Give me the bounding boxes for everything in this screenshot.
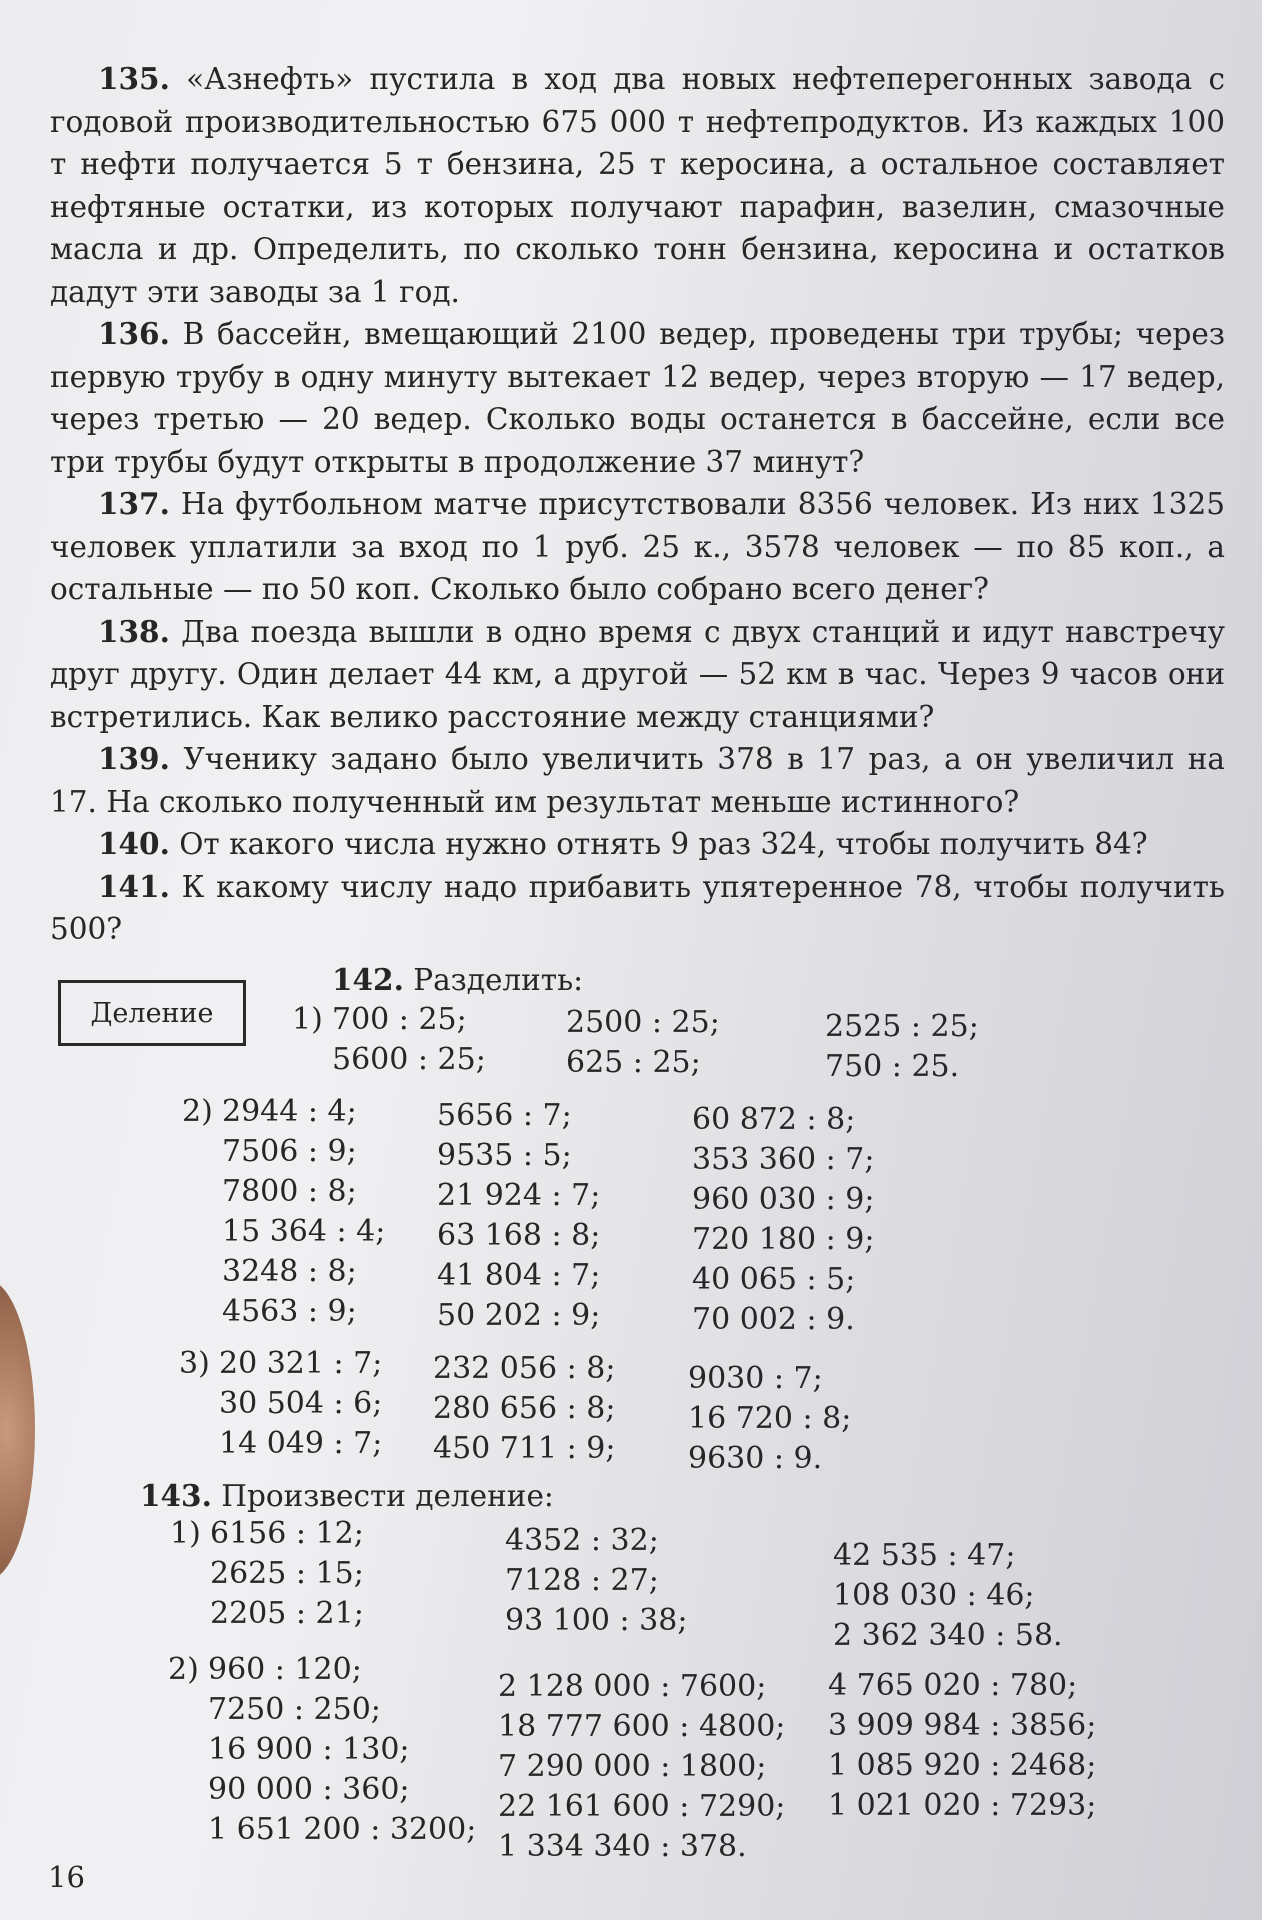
exercise-item: 5656 : 7; <box>437 1098 572 1133</box>
p142-g1-col2 <box>566 1003 720 1083</box>
exercise-item: 4 765 020 : 780; <box>828 1668 1078 1703</box>
page-number: 16 <box>48 1860 85 1894</box>
exercise-item: 50 202 : 9; <box>437 1298 601 1333</box>
problem-number: 138. <box>98 613 170 649</box>
exercise-item: 2625 : 15; <box>210 1556 364 1591</box>
problem-text: От какого числа нужно отнять 9 раз 324, чтобы получить 84? <box>179 827 1148 861</box>
exercise-item: 108 030 : 46; <box>833 1578 1035 1613</box>
exercise-item: 20 321 : 7; <box>219 1346 383 1381</box>
problem-text: Ученику задано было увеличить 378 в 17 раз, а он увеличил на 17. На сколько полученный им результат меньше истинного? <box>50 742 1225 819</box>
exercise-item: 60 872 : 8; <box>692 1102 856 1137</box>
exercise-item: 7 290 000 : 1800; <box>498 1749 767 1784</box>
exercise-item: 5600 : 25; <box>332 1042 486 1077</box>
problem-137 <box>50 483 1225 611</box>
exercise-item: 2500 : 25; <box>566 1005 720 1040</box>
p142-g2-col2 <box>437 1096 600 1336</box>
problem-text: К какому числу надо прибавить упятеренное 78, чтобы получить 500? <box>50 869 1225 946</box>
p142-g3-col3 <box>688 1359 851 1479</box>
exercise-item: 16 900 : 130; <box>208 1732 410 1767</box>
problem-number: 143. <box>140 1478 212 1513</box>
problem-text: «Азнефть» пустила в ход два новых нефтеперегонных завода с годовой производительностью 675 000 т нефтепродуктов. Из каждых 100 т нефти получается 5 т бензина, 25 т керосина, а остальное составляет нефтяные остатки, из которых получают парафин, вазелин, смазочные масла и др. Определить, по сколько тонн бензина, керосина и остатков дадут эти заводы за 1 год. <box>50 62 1225 309</box>
exercise-item: 280 656 : 8; <box>433 1391 616 1426</box>
exercise-item: 2525 : 25; <box>825 1009 979 1044</box>
problem-139 <box>50 738 1225 823</box>
exercise-item: 21 924 : 7; <box>437 1178 601 1213</box>
p142-g2-col1 <box>182 1092 386 1332</box>
exercise-item: 2205 : 21; <box>210 1596 364 1631</box>
exercise-item: 700 : 25; <box>332 1002 467 1037</box>
problem-text: На футбольном матче присутствовали 8356 человек. Из них 1325 человек уплатили за вход по 1 руб. 25 к., 3578 человек — по 85 коп., а остальные — по 50 коп. Сколько было собрано всего денег? <box>50 487 1225 606</box>
problem-number: 142. <box>332 962 404 997</box>
exercise-item: 22 161 600 : 7290; <box>498 1789 786 1824</box>
exercise-item: 232 056 : 8; <box>433 1351 616 1386</box>
p142-g1-col3 <box>825 1007 979 1087</box>
exercise-item: 63 168 : 8; <box>437 1218 601 1253</box>
exercise-item: 30 504 : 6; <box>219 1386 383 1421</box>
exercise-item: 3248 : 8; <box>222 1254 357 1289</box>
p142-g3-col2 <box>433 1349 615 1469</box>
exercise-item: 40 065 : 5; <box>692 1262 856 1297</box>
exercise-item: 4352 : 32; <box>505 1523 659 1558</box>
group-label: 2) <box>168 1652 199 1687</box>
exercise-item: 960 : 120; <box>208 1652 362 1687</box>
exercise-item: 9630 : 9. <box>688 1441 823 1476</box>
exercise-item: 3 909 984 : 3856; <box>828 1708 1097 1743</box>
exercise-item: 1 651 200 : 3200; <box>208 1812 477 1847</box>
problem-number: 140. <box>98 826 170 861</box>
exercise-item: 750 : 25. <box>825 1049 960 1084</box>
problem-143-heading <box>140 1478 554 1513</box>
exercise-item: 9535 : 5; <box>437 1138 572 1173</box>
finger-edge <box>0 1280 35 1580</box>
exercise-item: 15 364 : 4; <box>222 1214 386 1249</box>
group-label: 1) <box>170 1516 201 1551</box>
problem-text: В бассейн, вмещающий 2100 ведер, проведены три трубы; через первую трубу в одну минуту вытекает 12 ведер, через вторую — 17 ведер, через третью — 20 ведер. Сколько воды останется в бассейне, если все три трубы будут открыты в продолжение 37 минут? <box>50 317 1225 479</box>
exercise-item: 70 002 : 9. <box>692 1302 855 1337</box>
p142-g2-col3 <box>692 1100 874 1340</box>
p143-g2-col3 <box>828 1666 1096 1826</box>
exercise-item: 93 100 : 38; <box>505 1603 688 1638</box>
exercise-item: 14 049 : 7; <box>219 1426 383 1461</box>
problem-136 <box>50 313 1225 483</box>
p143-g2-col2 <box>498 1667 785 1867</box>
problem-135 <box>50 58 1225 313</box>
exercise-item: 1 085 920 : 2468; <box>828 1748 1097 1783</box>
p143-g1-col1 <box>170 1514 364 1634</box>
exercise-item: 720 180 : 9; <box>692 1222 875 1257</box>
exercise-item: 9030 : 7; <box>688 1361 823 1396</box>
exercise-item: 6156 : 12; <box>210 1516 364 1551</box>
exercise-item: 2 128 000 : 7600; <box>498 1669 767 1704</box>
exercise-item: 42 535 : 47; <box>833 1538 1016 1573</box>
problem-141 <box>50 866 1225 951</box>
p143-g1-col2 <box>505 1521 687 1641</box>
exercise-item: 7250 : 250; <box>208 1692 381 1727</box>
exercise-item: 7128 : 27; <box>505 1563 659 1598</box>
exercise-item: 450 711 : 9; <box>433 1431 616 1466</box>
section-box-division: Деление <box>58 980 246 1046</box>
exercise-item: 16 720 : 8; <box>688 1401 852 1436</box>
problem-number: 137. <box>98 486 170 521</box>
exercise-item: 1 334 340 : 378. <box>498 1829 747 1864</box>
problem-number: 135. <box>98 61 170 96</box>
problem-number: 136. <box>98 316 170 351</box>
exercise-item: 4563 : 9; <box>222 1294 357 1329</box>
exercise-item: 18 777 600 : 4800; <box>498 1709 786 1744</box>
exercise-item: 2 362 340 : 58. <box>833 1618 1063 1653</box>
exercise-item: 1 021 020 : 7293; <box>828 1788 1097 1823</box>
exercise-item: 2944 : 4; <box>222 1094 357 1129</box>
group-label: 1) <box>292 1002 323 1037</box>
exercise-item: 625 : 25; <box>566 1045 701 1080</box>
p143-g1-col3 <box>833 1536 1063 1656</box>
problem-number: 139. <box>98 741 170 776</box>
exercise-item: 7506 : 9; <box>222 1134 357 1169</box>
problem-text: Два поезда вышли в одно время с двух станций и идут навстречу друг другу. Один делает 44 км, а другой — 52 км в час. Через 9 часов они встретились. Как велико расстояние между станциями? <box>50 614 1225 734</box>
exercise-item: 7800 : 8; <box>222 1174 357 1209</box>
problem-140 <box>50 823 1225 866</box>
p142-g3-col1 <box>179 1344 383 1464</box>
group-label: 2) <box>182 1094 213 1129</box>
p142-g1-col1 <box>292 1000 486 1080</box>
p143-g2-col1 <box>168 1650 477 1850</box>
problem-title: Разделить: <box>413 963 584 997</box>
problem-138 <box>50 611 1225 739</box>
problem-title: Произвести деление: <box>221 1479 554 1513</box>
exercise-item: 960 030 : 9; <box>692 1182 875 1217</box>
group-label: 3) <box>179 1346 210 1381</box>
problem-142-heading <box>332 962 583 997</box>
problem-number: 141. <box>98 868 170 904</box>
exercise-item: 41 804 : 7; <box>437 1258 601 1293</box>
exercise-item: 353 360 : 7; <box>692 1142 875 1177</box>
exercise-item: 90 000 : 360; <box>208 1772 410 1807</box>
problems-list <box>50 58 1225 951</box>
